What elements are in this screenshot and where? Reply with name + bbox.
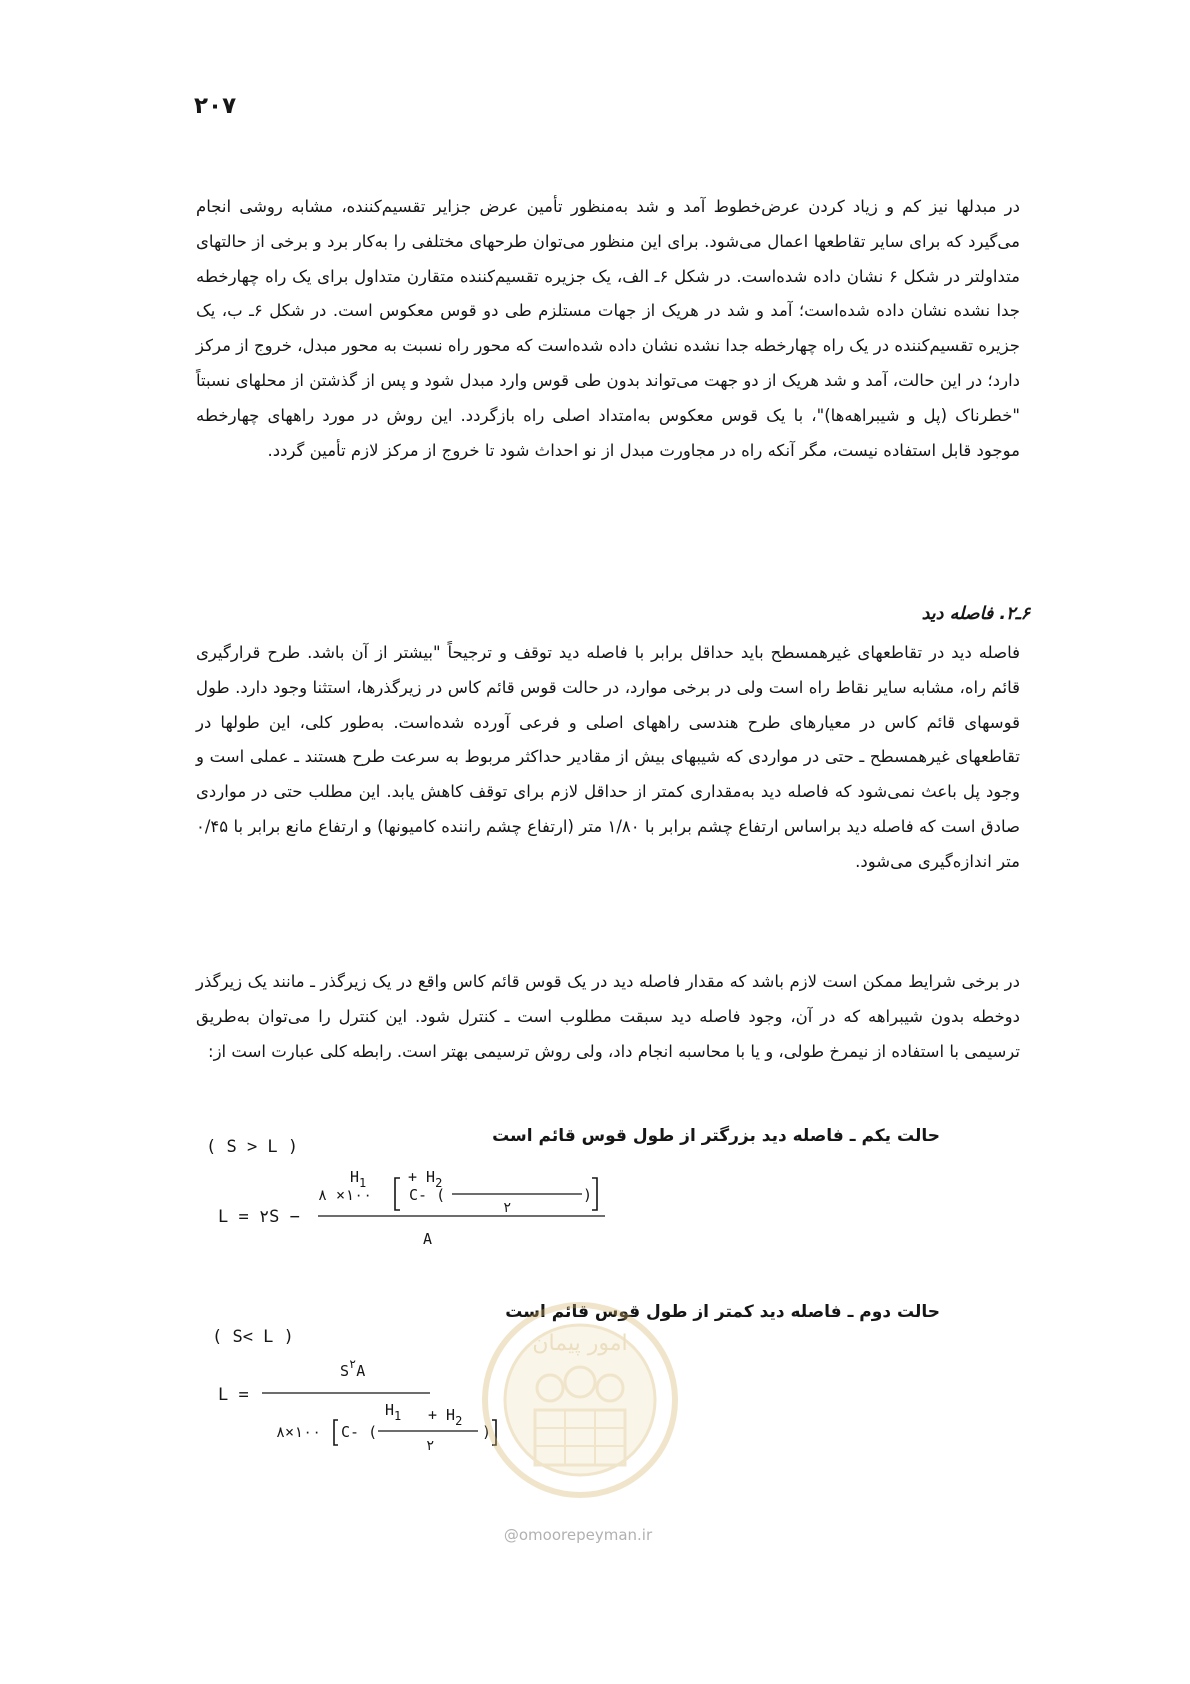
page-number: ۲۰۷ <box>194 93 237 119</box>
formula-2-condition: ( S< L ) <box>212 1327 294 1347</box>
paragraph-interchange-widening: در مبدلها نیز کم و زیاد کردن عرض‌خطوط آمد و شد به‌منظور تأمین عرض جزایر تقسیم‌کننده، مشابه روشی انجام می‌گیرد که برای سایر تقاطعها اعمال می‌شود. برای این منظور می‌توان طرحهای مختلفی را به‌کار برد و برخی از حالتهای متداولتر در شکل ۶ نشان داده شده‌است. در شکل ۶ـ الف، یک جزیره تقسیم‌کننده متقارن متداول برای یک راه چهارخطه جدا نشده نشان داده شده‌است؛ آمد و شد در هریک از جهات مستلزم طی دو قوس معکوس است. در شکل ۶ـ ب، یک جزیره تقسیم‌کننده در یک راه چهارخطه جدا نشده نشان داده شده‌است که محور راه نسبت به محور مبدل، خروج از مرکز دارد؛ در این حالت، آمد و شد هریک از دو جهت می‌تواند بدون طی قوس وارد مبدل شود و پس از گذشتن از محلهای نسبتاً "خطرناک (پل و شیبراهه‌ها)"، با یک قوس معکوس به‌امتداد اصلی راه بازگردد. این روش در مورد راههای چهارخطه موجود قابل استفاده نیست، مگر آنکه راه در مجاورت مبدل از نو احداث شود تا خروج از مرکز لازم تأمین گردد. <box>196 197 1020 460</box>
watermark-text: امور پیمان <box>532 1331 628 1356</box>
formula-1-inner-denominator: ۲ <box>503 1200 512 1216</box>
formula-2-numerator: $S^۲A$ <box>340 1357 366 1380</box>
watermark-logo <box>480 1290 680 1525</box>
formula-2-h2: + $H_2$ <box>428 1406 463 1428</box>
formula-2-c-open: C- ( <box>341 1423 378 1441</box>
formula-2-left-bracket <box>334 1420 338 1445</box>
formula-2-close-paren: ) <box>482 1423 492 1441</box>
formula-2-coefficient: ۸×۱۰۰ <box>276 1423 322 1441</box>
formula-1-denominator: A <box>423 1230 433 1248</box>
formula-2-lhs: L = <box>218 1385 249 1405</box>
paragraph-sight-distance: فاصله دید در تقاطعهای غیرهمسطح باید حداقل برابر با فاصله دید توقف و ترجیحاً "بیشتر از آن باشد. طرح قرارگیری قائم راه، مشابه سایر نقاط راه است ولی در برخی موارد، در حالت قوس قائم کاس در زیرگذرها، استثنا وجود دارد. طول قوسهای قائم کاس در معیارهای طرح هندسی راههای اصلی و فرعی آورده شده‌است. به‌طور کلی، این طولها در تقاطعهای غیرهمسطح ـ حتی در مواردی که شیبهای بیش از مقادیر حداکثر مربوط به سرعت طرح هستند ـ عملی است و وجود پل باعث نمی‌شود که فاصله دید به‌مقداری کمتر از حداقل لازم برای توقف کاهش یابد. این مطلب حتی در مواردی صادق است که فاصله دید براساس ارتفاع چشم برابر با ۱/۸۰ متر (ارتفاع چشم راننده کامیونها) و ارتفاع مانع برابر با ۰/۴۵ متر اندازه‌گیری می‌شود. <box>196 643 1020 871</box>
formula-1-h1: $H_1$ <box>350 1168 367 1190</box>
formula-1-coefficient: ۸ ×۱۰۰ <box>318 1186 373 1204</box>
case-two-label: حالت دوم ـ فاصله دید کمتر از طول قوس قائم است <box>505 1302 940 1322</box>
formula-1-lhs: L = ۲S − <box>218 1207 300 1227</box>
formula-1-c-open: C- ( <box>409 1186 446 1204</box>
case-one-label: حالت یکم ـ فاصله دید بزرگتر از طول قوس قائم است <box>492 1126 940 1146</box>
formula-1-condition: ( S > L ) <box>206 1137 299 1157</box>
formula-1-close-paren: ) <box>583 1186 593 1204</box>
formula-case-two <box>212 1327 496 1454</box>
formula-1-left-bracket <box>395 1178 400 1210</box>
formula-case-one <box>206 1137 605 1248</box>
watermark-caption: @omoorepeyman.ir <box>503 1526 653 1544</box>
section-heading-sight-distance: ۶ـ۲. فاصله دید <box>921 604 1030 624</box>
paragraph-sag-curve-control: در برخی شرایط ممکن است لازم باشد که مقدار فاصله دید در یک قوس قائم کاس واقع در یک زیرگذر ـ مانند یک زیرگذر دوخطه بدون شیبراهه که در آن، وجود فاصله دید سبقت مطلوب است ـ کنترل شود. این کنترل را می‌توان به‌طریق ترسیمی با استفاده از نیمرخ طولی، و یا با محاسبه انجام داد، ولی روش ترسیمی بهتر است. رابطه کلی عبارت است از: <box>196 972 1020 1061</box>
formula-1-right-bracket <box>592 1178 597 1210</box>
formula-2-inner-denominator: ۲ <box>426 1438 435 1454</box>
formula-2-h1: $H_1$ <box>385 1401 402 1423</box>
formula-1-h2: + $H_2$ <box>408 1168 443 1190</box>
